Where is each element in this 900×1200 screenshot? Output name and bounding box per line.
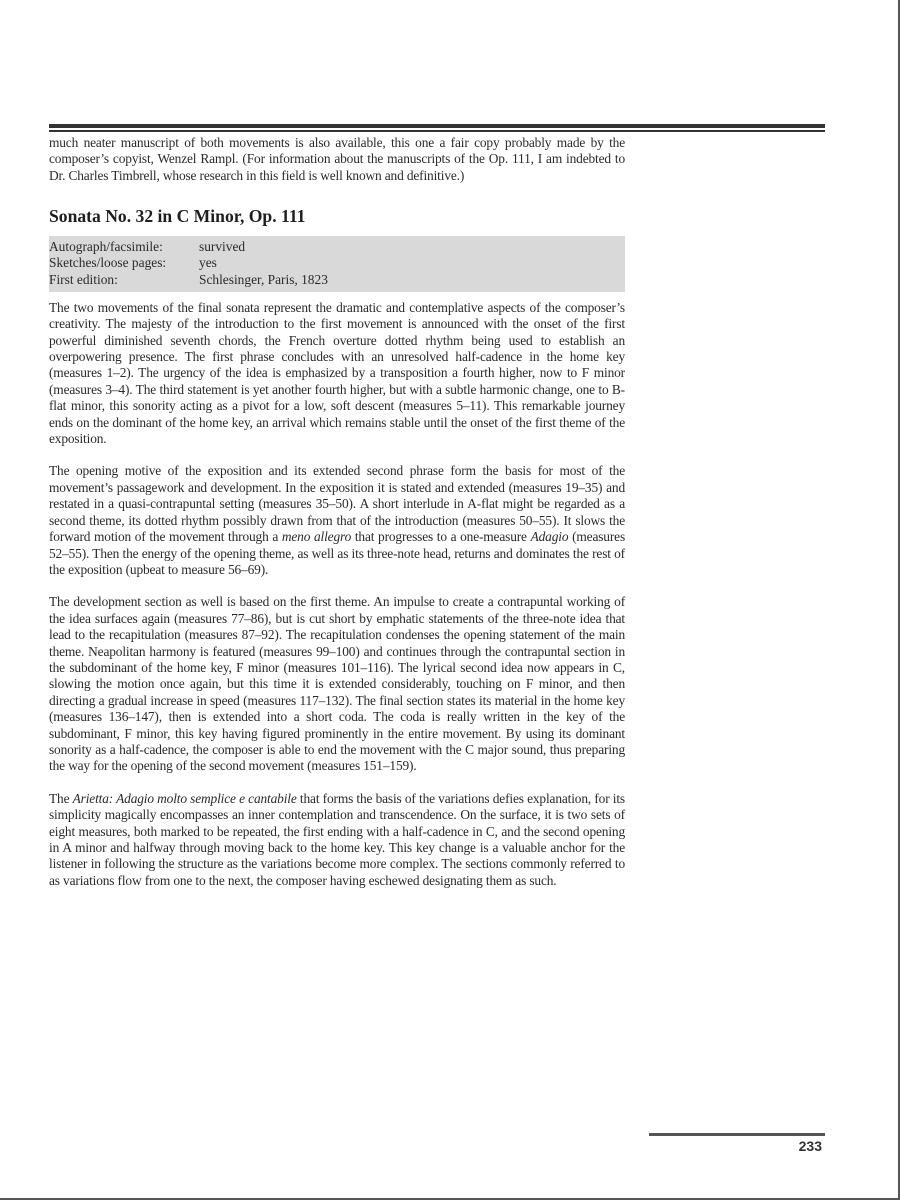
info-label: First edition: xyxy=(49,271,118,287)
header-rule-thin xyxy=(49,130,825,132)
info-label: Autograph/facsimile: xyxy=(49,239,163,255)
info-row-first-edition xyxy=(49,272,625,288)
section-heading: Sonata No. 32 in C Minor, Op. 111 xyxy=(49,206,306,227)
paragraph-introduction: The two movements of the final sonata represent the dramatic and contemplative aspects of the composer’s creativity. The majesty of the introduction to the first movement is announced with the onset of the first powerful diminished seventh chords, the French overture dotted rhythm being used to establish an overpowering presence. The first phrase concludes with an unresolved half-cadence in the home key (measures 1–2). The urgency of the idea is emphasized by a transposition a fourth higher, now to F minor (measures 3–4). The third statement is yet another fourth higher, but with a subtle harmonic change, one to B-flat minor, this sonority acting as a pivot for a low, soft descent (measures 5–11). This remarkable journey ends on the dominant of the home key, an arrival which remains stable until the onset of the first theme of the exposition. xyxy=(49,299,625,447)
page-content xyxy=(49,135,625,905)
text-span: that progresses to a one-measure xyxy=(351,529,531,545)
text-span: The xyxy=(49,790,73,806)
info-value: Schlesinger, Paris, 1823 xyxy=(199,271,328,287)
intro-paragraph: much neater manuscript of both movements is also available, this one a fair copy probably made by the composer’s copyist, Wenzel Rampl. (For information about the manuscripts of the Op. 111, I am indebted to Dr. Charles Timbrell, whose research in this field is well known and definitive.) xyxy=(49,135,625,183)
paragraph-exposition xyxy=(49,463,625,578)
info-value: yes xyxy=(199,255,217,271)
info-label: Sketches/loose pages: xyxy=(49,255,167,271)
text-span: that forms the basis of the variations defies explanation, for its simplicity magically encompasses an inner contemplation and transcendence. On the surface, it is two sets of eight measures, both marked to be repeated, the first ending with a half-cadence in C, and the second opening in A minor and halfway through moving back to the home key. This key change is a valuable anchor for the listener in following the structure as the variations become more complex. The sections commonly referred to as variations flow from one to the next, the composer having eschewed designating them as such. xyxy=(49,790,625,888)
page-number: 233 xyxy=(798,1138,822,1154)
info-row-autograph xyxy=(49,239,625,255)
italic-term: Arietta: Adagio molto semplice e cantabile xyxy=(72,790,297,806)
paragraph-arietta xyxy=(49,791,625,889)
header-rule-thick xyxy=(49,124,825,128)
italic-term: Adagio xyxy=(530,529,569,545)
paragraph-development: The development section as well is based on the first theme. An impulse to create a contrapuntal working of the idea surfaces again (measures 77–86), but is cut short by emphatic statements of the three-note idea that lead to the recapitulation (measures 87–92). The recapitulation condenses the opening statement of the main theme. Neapolitan harmony is featured (measures 99–100) and continues through the contrapuntal section in the subdominant of the home key, F minor (measures 101–116). The lyrical second idea now appears in C, slowing the motion once again, but this time it is extended considerably, touching on F minor, and then directing a gradual increase in speed (measures 117–132). The final section states its material in the home key (measures 136–147), then is extended into a short coda. The coda is really written in the key of the subdominant, F minor, this key having figured prominently in the entire movement. By using its dominant sonority as a half-cadence, the composer is able to end the movement with the C major sound, thus preparing the way for the opening of the second movement (measures 151–159). xyxy=(49,594,625,774)
italic-term: meno allegro xyxy=(281,529,352,545)
text-span: (measures 52–55). Then the energy of the opening theme, as well as its three-note head, returns and dominates the rest of the exposition (upbeat to measure 56–69). xyxy=(49,529,626,577)
footer-rule xyxy=(649,1133,825,1136)
info-value: survived xyxy=(199,239,246,255)
info-row-sketches xyxy=(49,255,625,271)
sonata-info-box xyxy=(49,236,625,292)
text-span: The opening motive of the exposition and its extended second phrase form the basis for most of the movement’s passagework and development. In the exposition it is stated and extended (measures 19–35) and restated in a quasi-contrapuntal setting (measures 35–50). A short interlude in A-flat might be regarded as a second theme, its dotted rhythm possibly drawn from that of the introduction (measures 50–55). It slows the forward motion of the movement through a xyxy=(49,463,625,545)
